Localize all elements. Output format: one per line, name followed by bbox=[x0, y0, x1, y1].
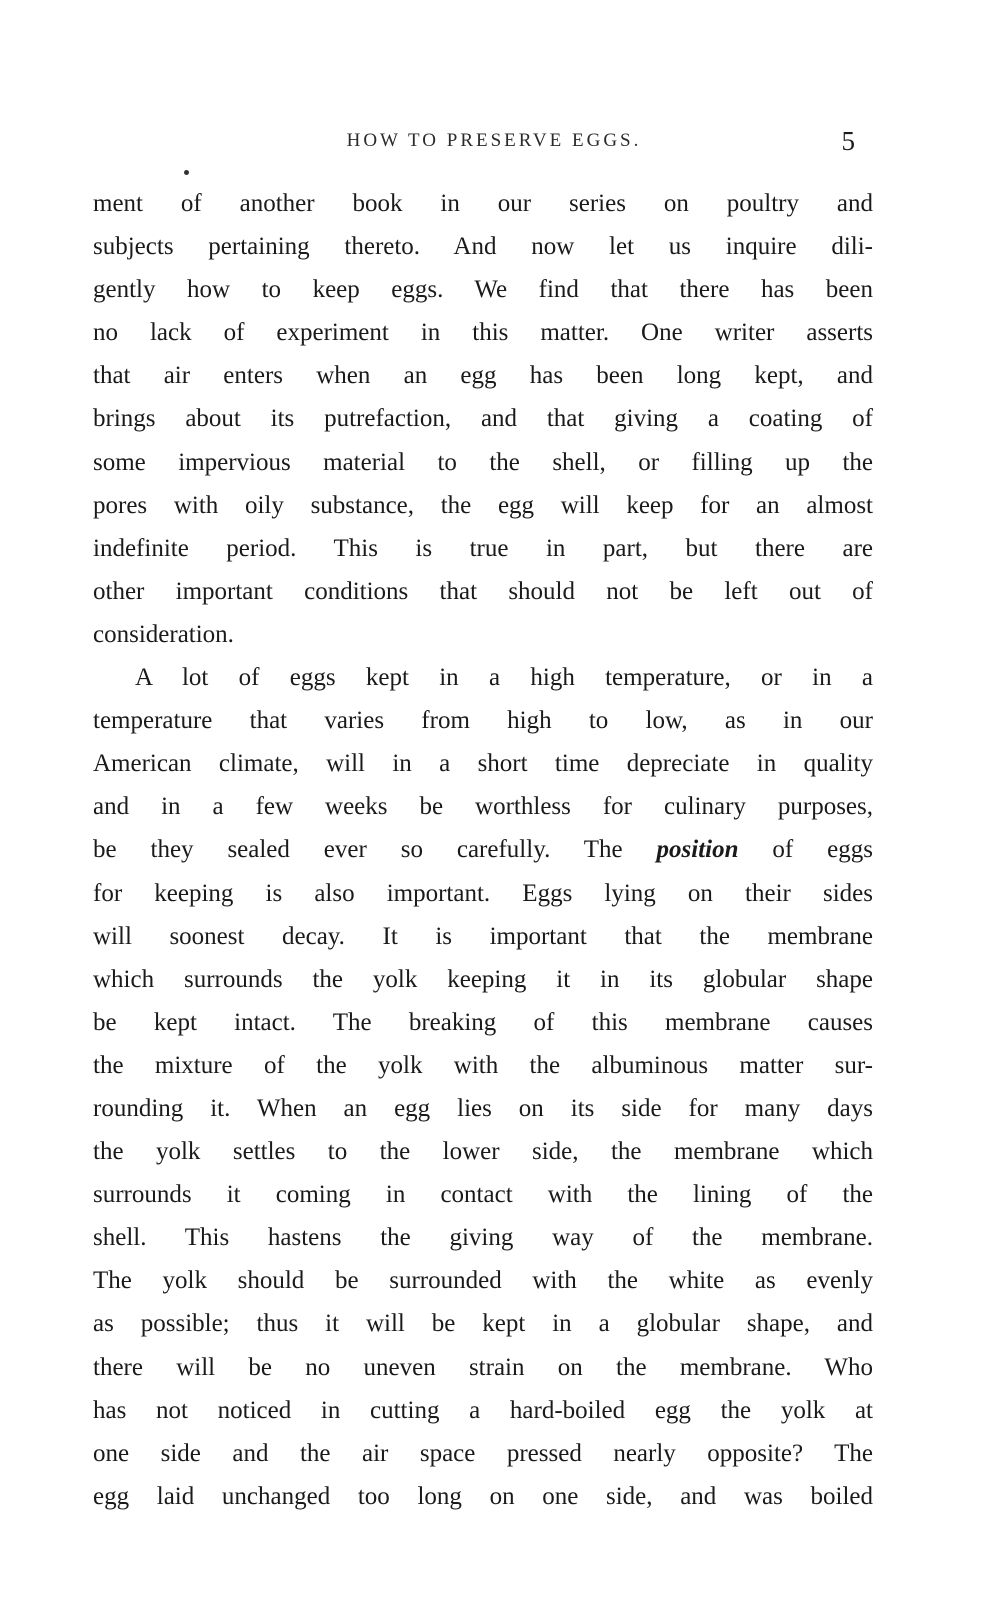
text-line: temperature that varies from high to low, as in our bbox=[93, 707, 873, 735]
text-line-with-emphasis bbox=[93, 828, 873, 871]
emphasized-word: position bbox=[656, 836, 739, 864]
text-line: as possible; thus it will be kept in a globular shape, and bbox=[93, 1310, 873, 1338]
text-line: no lack of experiment in this matter. One writer asserts bbox=[93, 319, 873, 347]
text-line: shell. This hastens the giving way of the membrane. bbox=[93, 1224, 873, 1252]
text-line: and in a few weeks be worthless for culinary purposes, bbox=[93, 793, 873, 821]
text-run: be they sealed ever so carefully. The bbox=[93, 836, 657, 864]
text-line: The yolk should be surrounded with the white as evenly bbox=[93, 1267, 873, 1295]
text-line: which surrounds the yolk keeping it in its globular shape bbox=[93, 965, 873, 993]
text-line: some impervious material to the shell, or filling up the bbox=[93, 448, 873, 476]
body-text bbox=[93, 182, 873, 1518]
text-line: will soonest decay. It is important that the membrane bbox=[93, 922, 873, 950]
page-number: 5 bbox=[841, 126, 855, 156]
text-line: subjects pertaining thereto. And now let us inquire dili- bbox=[93, 233, 873, 261]
text-line: pores with oily substance, the egg will keep for an almost bbox=[93, 491, 873, 519]
text-line: indefinite period. This is true in part, but there are bbox=[93, 534, 873, 562]
text-line: there will be no uneven strain on the membrane. Who bbox=[93, 1353, 873, 1381]
text-line: other important conditions that should not be left out of bbox=[93, 577, 873, 605]
text-line: ment of another book in our series on poultry and bbox=[93, 190, 873, 217]
running-title: HOW TO PRESERVE EGGS. bbox=[346, 130, 642, 151]
text-line: for keeping is also important. Eggs lying on their sides bbox=[93, 879, 873, 907]
ink-speck bbox=[184, 170, 189, 175]
text-line: the mixture of the yolk with the albuminous matter sur- bbox=[93, 1051, 873, 1079]
text-line: the yolk settles to the lower side, the membrane which bbox=[93, 1138, 873, 1166]
text-line: has not noticed in cutting a hard-boiled egg the yolk at bbox=[93, 1396, 873, 1424]
text-line: surrounds it coming in contact with the lining of the bbox=[93, 1181, 873, 1209]
text-line: egg laid unchanged too long on one side, and was boiled bbox=[93, 1482, 873, 1510]
text-line: brings about its putrefaction, and that giving a coating of bbox=[93, 405, 873, 433]
running-head bbox=[0, 126, 988, 158]
text-line: American climate, will in a short time depreciate in quality bbox=[93, 750, 873, 778]
text-run: of eggs bbox=[738, 836, 873, 864]
paragraph-end-line: consideration. bbox=[93, 620, 234, 648]
text-line: that air enters when an egg has been long kept, and bbox=[93, 362, 873, 390]
paragraph-start-line: A lot of eggs kept in a high temperature, or in a bbox=[135, 664, 873, 692]
text-line: one side and the air space pressed nearly opposite? The bbox=[93, 1439, 873, 1467]
text-line: gently how to keep eggs. We find that there has been bbox=[93, 276, 873, 304]
text-line: rounding it. When an egg lies on its side for many days bbox=[93, 1094, 873, 1122]
text-line: be kept intact. The breaking of this membrane causes bbox=[93, 1008, 873, 1036]
